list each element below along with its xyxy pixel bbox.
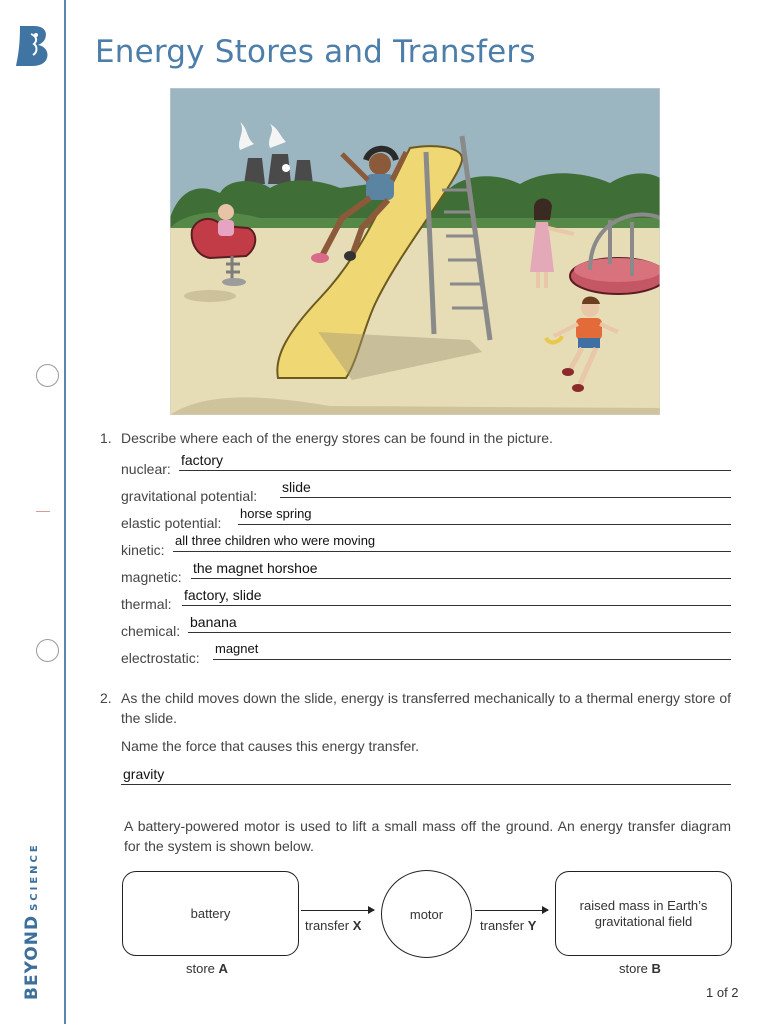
store-b-caption bbox=[619, 961, 661, 976]
elastic-potential-label: elastic potential: bbox=[121, 515, 222, 531]
chemical-field bbox=[121, 610, 731, 639]
nuclear-field bbox=[121, 448, 731, 477]
transfer-y-caption bbox=[480, 918, 536, 933]
electrostatic-field bbox=[121, 637, 731, 666]
thermal-answer[interactable]: factory, slide bbox=[182, 587, 731, 606]
transfer-x-letter: X bbox=[352, 918, 362, 933]
thermal-label: thermal: bbox=[121, 596, 172, 612]
page-title: Energy Stores and Transfers bbox=[95, 34, 536, 70]
electrostatic-answer[interactable]: magnet bbox=[213, 641, 731, 660]
store-a-word: store bbox=[186, 961, 215, 976]
punch-hole bbox=[36, 639, 59, 662]
kinetic-field bbox=[121, 529, 731, 558]
force-answer[interactable]: gravity bbox=[121, 766, 731, 785]
kinetic-label: kinetic: bbox=[121, 542, 165, 558]
store-a-letter: A bbox=[218, 961, 228, 976]
gravitational-potential-label: gravitational potential: bbox=[121, 488, 258, 504]
force-field bbox=[121, 762, 731, 786]
page-number: 1 of 2 bbox=[706, 985, 739, 1000]
question-2-prompt: Name the force that causes this energy transfer. bbox=[121, 738, 420, 754]
gravitational-potential-field bbox=[121, 475, 731, 504]
store-a-caption bbox=[186, 961, 228, 976]
nuclear-answer[interactable]: factory bbox=[179, 452, 731, 471]
brand-word-science: SCIENCE bbox=[29, 842, 40, 911]
transfer-y-word: transfer bbox=[480, 918, 525, 933]
magnetic-field bbox=[121, 556, 731, 585]
chemical-answer[interactable]: banana bbox=[188, 614, 731, 633]
electrostatic-label: electrostatic: bbox=[121, 650, 200, 666]
fold-mark bbox=[36, 511, 50, 512]
question-1-number: 1. bbox=[100, 430, 112, 446]
punch-hole bbox=[36, 364, 59, 387]
brand-word-beyond: BEYOND bbox=[22, 914, 42, 1000]
motor-text: motor bbox=[409, 906, 444, 922]
store-b-box bbox=[555, 871, 732, 956]
playground-illustration bbox=[170, 88, 660, 415]
diagram-intro: A battery-powered motor is used to lift a small mass off the ground. An energy transfer diagram for the system is shown below. bbox=[124, 818, 731, 854]
chemical-label: chemical: bbox=[121, 623, 181, 639]
brand-vertical bbox=[22, 842, 42, 1000]
kinetic-answer[interactable]: all three children who were moving bbox=[173, 533, 731, 552]
magnetic-label: magnetic: bbox=[121, 569, 182, 585]
store-b-letter: B bbox=[651, 961, 661, 976]
store-a-box bbox=[122, 871, 299, 956]
motor-circle bbox=[381, 870, 472, 958]
store-a-box-text: battery bbox=[190, 905, 231, 921]
magnetic-answer[interactable]: the magnet horshoe bbox=[191, 560, 731, 579]
transfer-x-word: transfer bbox=[305, 918, 350, 933]
thermal-field bbox=[121, 583, 731, 612]
margin-line bbox=[64, 0, 66, 1024]
transfer-x-caption bbox=[305, 918, 361, 933]
gravitational-potential-answer[interactable]: slide bbox=[280, 479, 731, 498]
store-b-word: store bbox=[619, 961, 648, 976]
store-b-box-text: raised mass in Earth’s gravitational field bbox=[579, 897, 708, 929]
transfer-x-arrow bbox=[301, 910, 374, 911]
beyond-logo-icon bbox=[14, 22, 52, 66]
question-2-text: As the child moves down the slide, energy is transferred mechanically to a thermal energy store of the slide. bbox=[121, 690, 731, 726]
question-1-prompt: Describe where each of the energy stores can be found in the picture. bbox=[121, 430, 553, 446]
elastic-potential-answer[interactable]: horse spring bbox=[238, 506, 731, 525]
elastic-potential-field bbox=[121, 502, 731, 531]
question-2-number: 2. bbox=[100, 690, 112, 706]
nuclear-label: nuclear: bbox=[121, 461, 171, 477]
transfer-y-arrow bbox=[475, 910, 548, 911]
transfer-y-letter: Y bbox=[527, 918, 537, 933]
